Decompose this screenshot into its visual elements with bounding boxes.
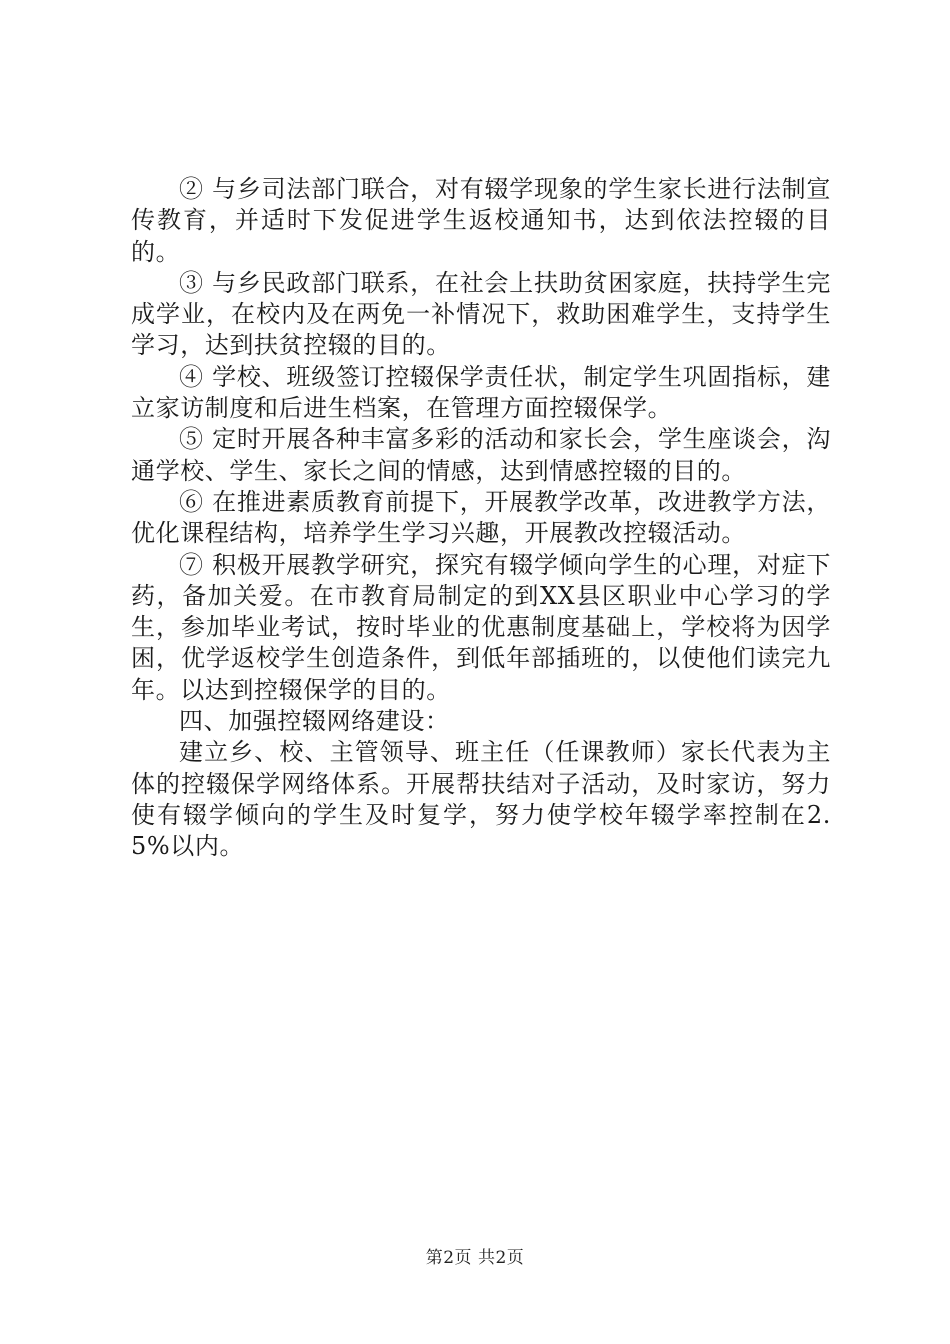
paragraph-measure-3: ③ 与乡民政部门联系，在社会上扶助贫困家庭，扶持学生完成学业，在校内及在两免一补情况下，救助困难学生，支持学生学习，达到扶贫控辍的目的。 [131, 268, 831, 360]
paragraph-measure-5: ⑤ 定时开展各种丰富多彩的活动和家长会，学生座谈会，沟通学校、学生、家长之间的情感，达到情感控辍的目的。 [131, 425, 831, 485]
document-body [131, 174, 831, 863]
paragraph-measure-4: ④ 学校、班级签订控辍保学责任状，制定学生巩固指标，建立家访制度和后进生档案，在管理方面控辍保学。 [131, 362, 831, 423]
page-footer: 第2页 共2页 [425, 1248, 525, 1268]
section-heading-network: 四、加强控辍网络建设： [179, 707, 450, 736]
paragraph-measure-7: ⑦ 积极开展教学研究，探究有辍学倾向学生的心理，对症下药，备加关爱。在市教育局制定的到XX县区职业中心学习的学生，参加毕业考试，按时毕业的优惠制度基础上，学校将为因学困，优学返校学生创造条件，到低年部插班的，以使他们读完九年。以达到控辍保学的目的。 [131, 550, 831, 704]
paragraph-measure-2: ② 与乡司法部门联合，对有辍学现象的学生家长进行法制宣传教育，并适时下发促进学生返校通知书，达到依法控辍的目的。 [131, 175, 831, 266]
paragraph-network-body: 建立乡、校、主管领导、班主任（任课教师）家长代表为主体的控辍保学网络体系。开展帮扶结对子活动，及时家访，努力使有辍学倾向的学生及时复学，努力使学校年辍学率控制在2.5%以内。 [131, 738, 831, 861]
paragraph-measure-6: ⑥ 在推进素质教育前提下，开展教学改革，改进教学方法，优化课程结构，培养学生学习兴趣，开展教改控辍活动。 [131, 487, 831, 548]
